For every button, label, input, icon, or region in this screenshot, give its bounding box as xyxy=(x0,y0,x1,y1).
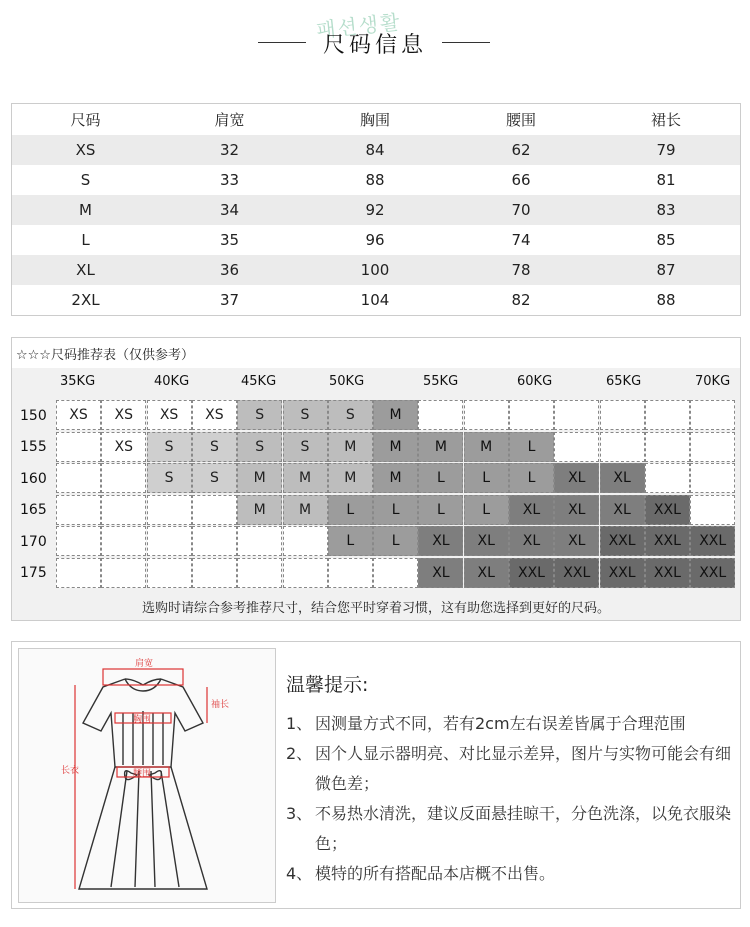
size-cell xyxy=(645,463,690,493)
table-cell: 87 xyxy=(656,261,676,279)
size-cell: XL xyxy=(509,526,554,556)
tips-heading: 温馨提示: xyxy=(286,674,369,696)
skirt-pleats xyxy=(111,771,179,887)
table-cell: 84 xyxy=(365,141,385,159)
size-cell: XS xyxy=(147,400,192,430)
table-cell: 83 xyxy=(656,201,676,219)
size-cell xyxy=(101,463,146,493)
weight-label: 60KG xyxy=(517,374,553,389)
size-cell: M xyxy=(237,463,282,493)
tip-item xyxy=(286,739,736,799)
table-cell: 74 xyxy=(511,231,531,249)
size-cell: XXL xyxy=(645,526,690,556)
height-label: 175 xyxy=(20,565,47,581)
size-cell: M xyxy=(418,432,463,462)
recommendation-note: 选购时请综合参考推荐尺寸，结合您平时穿着习惯，这有助您选择到更好的尺码。 xyxy=(141,601,610,616)
weight-label: 35KG xyxy=(60,374,96,389)
size-cell: XXL xyxy=(600,526,645,556)
size-cell xyxy=(600,432,645,462)
size-cell xyxy=(147,558,192,588)
table-cell: 104 xyxy=(360,291,390,309)
size-cell xyxy=(283,558,328,588)
table-cell: 78 xyxy=(511,261,531,279)
sleeve-label: 袖长 xyxy=(211,699,230,709)
size-cell: XL xyxy=(554,495,599,525)
table-cell: 37 xyxy=(219,291,240,309)
height-label: 160 xyxy=(20,471,47,487)
size-cell xyxy=(283,526,328,556)
size-cell: XXL xyxy=(645,558,690,588)
column-header: 裙长 xyxy=(650,111,681,129)
size-recommendation xyxy=(11,337,741,621)
size-table-header xyxy=(12,104,740,135)
page-title: 尺码信息 xyxy=(322,33,427,58)
size-table xyxy=(11,103,741,316)
weight-label: 45KG xyxy=(241,374,277,389)
table-row xyxy=(12,225,740,255)
title-divider-right xyxy=(442,42,490,43)
size-cell xyxy=(373,558,418,588)
table-cell: 32 xyxy=(219,141,240,159)
tip-number: 2、 xyxy=(286,744,313,763)
height-label: 165 xyxy=(20,502,47,518)
weight-label: 50KG xyxy=(329,374,365,389)
table-cell: S xyxy=(80,171,91,189)
skirt-outline xyxy=(79,767,207,889)
size-cell: S xyxy=(192,432,237,462)
table-row xyxy=(12,285,740,315)
size-cell xyxy=(147,526,192,556)
size-cell: XXL xyxy=(645,495,690,525)
tip-text: 因测量方式不同，若有2cm左右误差皆属于合理范围 xyxy=(315,714,686,733)
height-label: 170 xyxy=(20,534,47,550)
tips-panel xyxy=(286,670,736,889)
tip-number: 4、 xyxy=(286,864,313,883)
size-cell xyxy=(464,400,509,430)
size-cell xyxy=(690,495,735,525)
watermark: 패션생활 xyxy=(315,9,403,43)
size-cell: S xyxy=(328,400,373,430)
size-cell xyxy=(56,526,101,556)
size-cell: L xyxy=(373,495,418,525)
tip-item xyxy=(286,859,736,889)
size-cell xyxy=(418,400,463,430)
size-cell: XL xyxy=(554,463,599,493)
size-cell: L xyxy=(464,463,509,493)
table-cell: 35 xyxy=(219,231,240,249)
size-cell: XXL xyxy=(600,558,645,588)
size-cell: XL xyxy=(554,526,599,556)
table-cell: XL xyxy=(76,261,95,279)
table-row xyxy=(12,255,740,285)
table-cell: 62 xyxy=(511,141,531,159)
size-cell xyxy=(101,558,146,588)
size-cell: XS xyxy=(101,400,146,430)
table-cell: 70 xyxy=(511,201,531,219)
dress-measurement-svg xyxy=(19,649,275,902)
table-cell: 96 xyxy=(365,231,385,249)
table-cell: 36 xyxy=(219,261,240,279)
size-cell: M xyxy=(328,463,373,493)
size-cell xyxy=(554,432,599,462)
size-cell xyxy=(192,558,237,588)
size-cell: M xyxy=(283,463,328,493)
size-cell xyxy=(554,400,599,430)
weight-label: 65KG xyxy=(606,374,642,389)
tip-item xyxy=(286,709,736,739)
table-cell: 66 xyxy=(511,171,531,189)
size-cell: S xyxy=(237,432,282,462)
table-cell: 81 xyxy=(656,171,676,189)
size-cell: S xyxy=(147,432,192,462)
size-cell: M xyxy=(373,432,418,462)
weight-label: 55KG xyxy=(423,374,459,389)
size-cell: XL xyxy=(600,495,645,525)
table-cell: 88 xyxy=(656,291,676,309)
collar-inner xyxy=(125,679,161,685)
size-cell xyxy=(56,558,101,588)
size-cell: L xyxy=(509,463,554,493)
table-cell: 79 xyxy=(656,141,676,159)
table-row xyxy=(12,135,740,165)
column-header: 腰围 xyxy=(505,111,536,129)
size-cell: M xyxy=(373,400,418,430)
table-cell: 2XL xyxy=(71,291,100,309)
height-label: 155 xyxy=(20,439,47,455)
size-cell: M xyxy=(237,495,282,525)
table-cell: 88 xyxy=(365,171,385,189)
length-label: 长衣 xyxy=(61,765,80,775)
size-cell xyxy=(56,432,101,462)
table-row xyxy=(12,165,740,195)
column-header: 肩宽 xyxy=(214,111,245,129)
tip-number: 1、 xyxy=(286,714,313,733)
size-cell: S xyxy=(237,400,282,430)
size-cell: XS xyxy=(101,432,146,462)
size-cell: XL xyxy=(464,526,509,556)
size-cell xyxy=(192,526,237,556)
size-cell xyxy=(237,558,282,588)
table-cell: 82 xyxy=(511,291,531,309)
table-cell: XS xyxy=(75,141,96,159)
size-cell: S xyxy=(192,463,237,493)
size-cell xyxy=(101,495,146,525)
size-cell xyxy=(237,526,282,556)
care-section xyxy=(11,641,741,909)
size-cell: XXL xyxy=(690,526,735,556)
table-cell: 33 xyxy=(219,171,240,189)
height-label: 150 xyxy=(20,408,47,424)
table-cell: L xyxy=(81,231,90,249)
size-cell xyxy=(600,400,645,430)
tip-text: 因个人显示器明亮、对比显示差异，图片与实物可能会有细微色差； xyxy=(315,744,732,793)
column-header: 尺码 xyxy=(70,111,101,129)
weight-label: 40KG xyxy=(154,374,190,389)
size-cell: XXL xyxy=(554,558,599,588)
size-cell xyxy=(147,495,192,525)
size-cell: XXL xyxy=(509,558,554,588)
size-cell xyxy=(690,400,735,430)
size-cell xyxy=(509,400,554,430)
chest-label: 胸围 xyxy=(133,714,152,724)
recommendation-title: ☆☆☆尺码推荐表（仅供参考） xyxy=(16,348,194,363)
size-cell xyxy=(645,432,690,462)
tip-number: 3、 xyxy=(286,804,313,823)
size-cell: L xyxy=(418,495,463,525)
size-cell: L xyxy=(373,526,418,556)
size-cell: M xyxy=(328,432,373,462)
size-cell: M xyxy=(373,463,418,493)
shoulder-label: 肩宽 xyxy=(135,658,154,668)
size-cell: L xyxy=(418,463,463,493)
size-cell: S xyxy=(283,432,328,462)
waist-label: 腰围 xyxy=(133,768,152,778)
size-cell: S xyxy=(147,463,192,493)
size-cell: S xyxy=(283,400,328,430)
size-cell: XS xyxy=(56,400,101,430)
table-cell: 92 xyxy=(365,201,385,219)
column-header: 胸围 xyxy=(359,111,390,129)
size-cell: L xyxy=(464,495,509,525)
size-cell xyxy=(56,495,101,525)
table-cell: 100 xyxy=(360,261,390,279)
size-cell: M xyxy=(464,432,509,462)
size-cell xyxy=(328,558,373,588)
table-cell: 34 xyxy=(219,201,240,219)
size-cell: L xyxy=(509,432,554,462)
size-cell xyxy=(192,495,237,525)
size-cell xyxy=(101,526,146,556)
tip-item xyxy=(286,799,736,859)
size-cell: XL xyxy=(418,558,463,588)
tip-text: 模特的所有搭配品本店概不出售。 xyxy=(315,864,556,883)
page-header xyxy=(0,0,750,80)
size-cell xyxy=(690,432,735,462)
table-row xyxy=(12,195,740,225)
size-cell: L xyxy=(328,495,373,525)
size-cell: XL xyxy=(418,526,463,556)
size-cell: L xyxy=(328,526,373,556)
size-cell xyxy=(690,463,735,493)
size-cell: M xyxy=(283,495,328,525)
size-cell: XXL xyxy=(690,558,735,588)
table-cell: 85 xyxy=(656,231,676,249)
dress-diagram xyxy=(18,648,276,903)
tip-text: 不易热水清洗，建议反面悬挂晾干，分色洗涤，以免衣服染色； xyxy=(315,804,732,853)
size-cell xyxy=(645,400,690,430)
size-cell: XS xyxy=(192,400,237,430)
size-cell xyxy=(56,463,101,493)
weight-label: 70KG xyxy=(695,374,731,389)
size-cell: XL xyxy=(464,558,509,588)
size-cell: XL xyxy=(509,495,554,525)
table-cell: M xyxy=(79,201,92,219)
size-cell: XL xyxy=(600,463,645,493)
